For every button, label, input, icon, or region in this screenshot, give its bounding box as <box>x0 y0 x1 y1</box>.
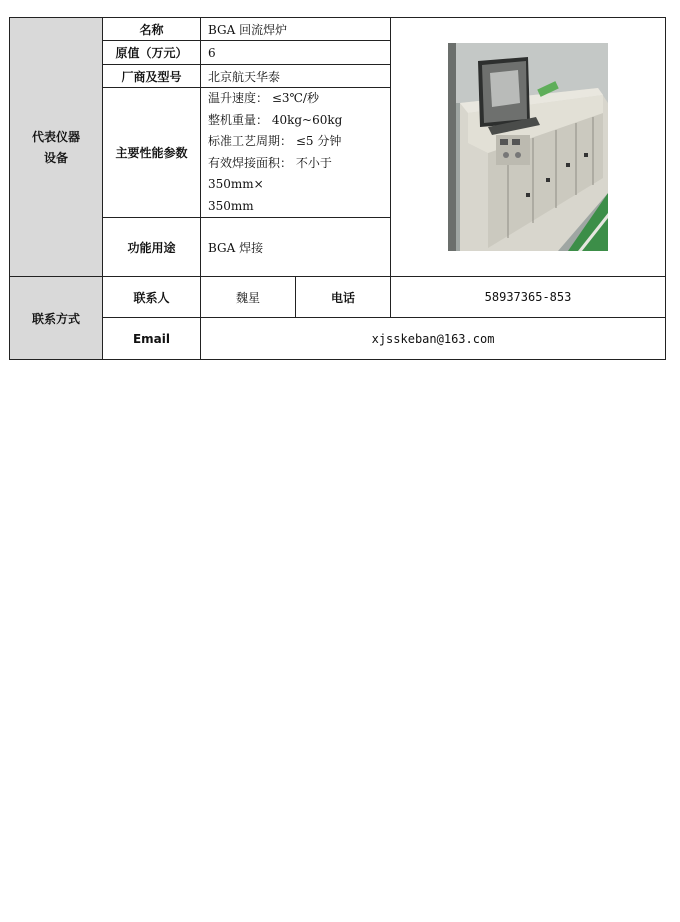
name-label: 名称 <box>103 18 201 41</box>
device-photo-cell <box>391 18 666 277</box>
equipment-table <box>9 17 666 360</box>
maker-value: 北京航天华泰 <box>201 65 391 88</box>
contact-section-label: 联系方式 <box>10 277 103 360</box>
person-label: 联系人 <box>103 277 201 318</box>
phone-value: 58937365-853 <box>391 277 666 318</box>
specs-label: 主要性能参数 <box>103 88 201 218</box>
spec-line: 整机重量： 40kg~60kg <box>208 112 343 127</box>
spec-line: 标准工艺周期： ≤5 分钟 <box>208 134 342 148</box>
email-value: xjsskeban@163.com <box>201 318 666 360</box>
person-value: 魏星 <box>201 277 296 318</box>
function-label: 功能用途 <box>103 218 201 277</box>
device-section-label-line1: 代表仪器 <box>31 130 80 144</box>
price-label: 原值（万元） <box>103 41 201 65</box>
function-value: BGA 焊接 <box>201 218 391 277</box>
phone-label: 电话 <box>296 277 391 318</box>
price-value: 6 <box>201 41 391 65</box>
email-label: Email <box>103 318 201 360</box>
device-section-label-line2: 设备 <box>43 151 68 165</box>
spec-line: 温升速度： ≤3℃/秒 <box>208 91 319 105</box>
specs-value <box>201 88 391 218</box>
spec-line: 有效焊接面积： 不小于 350mm× <box>208 155 332 191</box>
maker-label: 厂商及型号 <box>103 65 201 88</box>
name-value: BGA 回流焊炉 <box>201 18 391 41</box>
device-section-label <box>10 18 103 277</box>
reflow-oven-photo <box>448 43 608 251</box>
spec-line: 350mm <box>208 198 254 213</box>
